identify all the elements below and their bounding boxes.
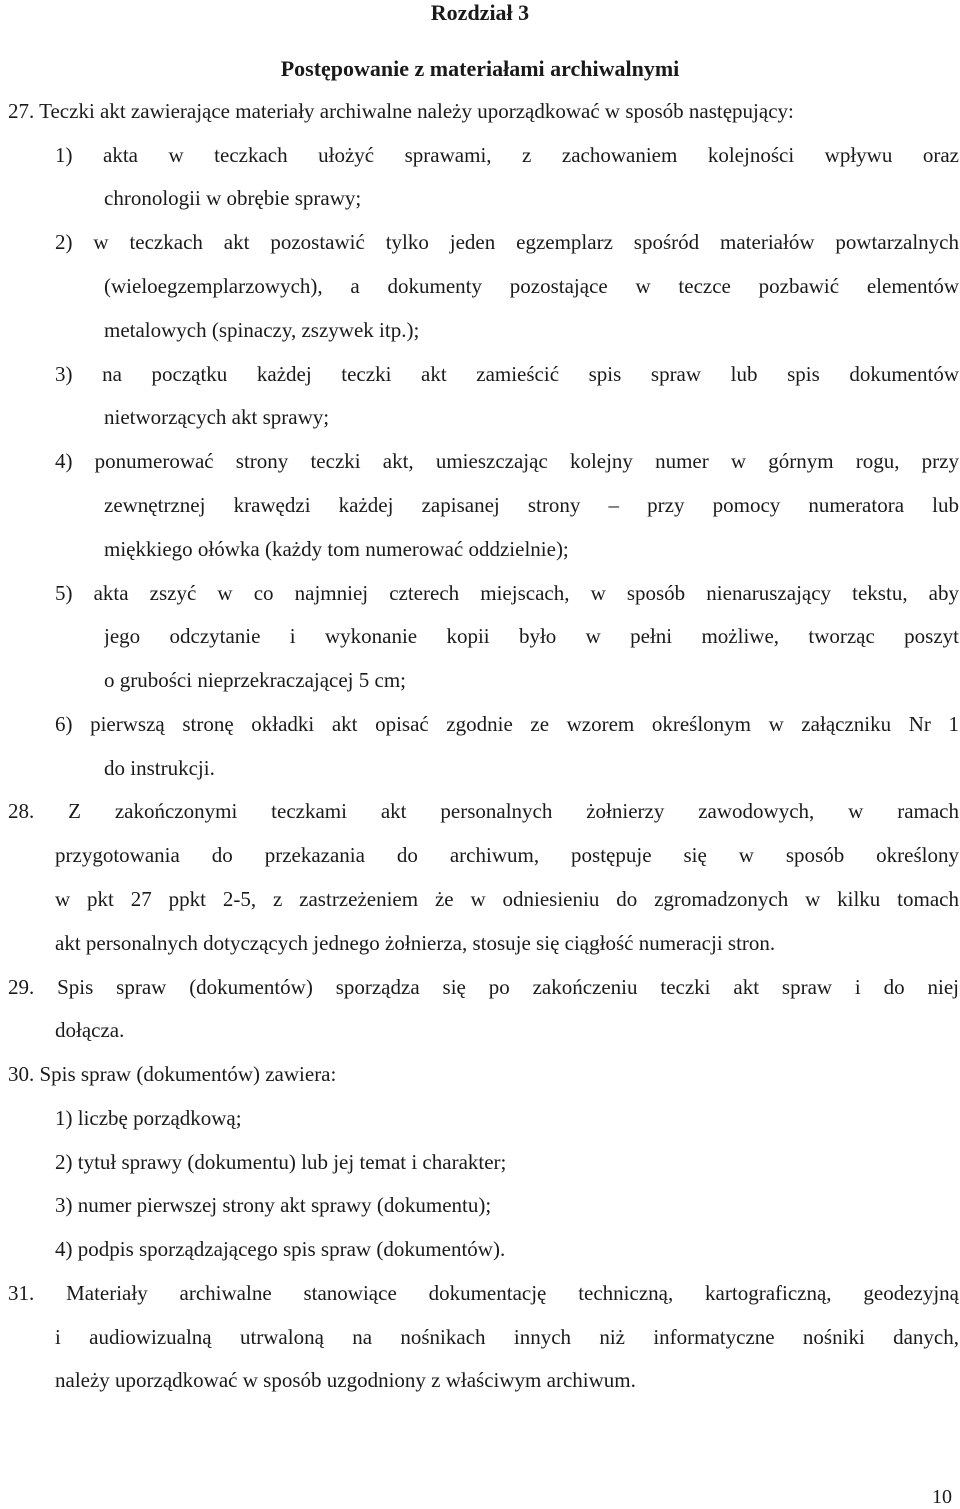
text-line: dołącza. <box>55 1018 125 1042</box>
text-line: 28. Z zakończonymi teczkami akt personalnych żołnierzy zawodowych, w ramach <box>8 801 959 823</box>
text-line: 29. Spis spraw (dokumentów) sporządza się po zakończeniu teczki akt spraw i do niej <box>8 977 959 999</box>
text-line: jego odczytanie i wykonanie kopii było w pełni możliwe, tworząc poszyt <box>104 626 959 648</box>
chapter-subtitle: Postępowanie z materiałami archiwalnymi <box>280 56 680 81</box>
text-line: przygotowania do przekazania do archiwum, postępuje się w sposób określony <box>55 845 959 867</box>
text-line: 1) akta w teczkach ułożyć sprawami, z zachowaniem kolejności wpływu oraz <box>55 145 959 167</box>
text-line: 4) ponumerować strony teczki akt, umieszczając kolejny numer w górnym rogu, przy <box>55 451 959 473</box>
text-line: 27. Teczki akt zawierające materiały archiwalne należy uporządkować w sposób następujący: <box>8 99 794 123</box>
text-line: 2) tytuł sprawy (dokumentu) lub jej temat i charakter; <box>55 1150 507 1174</box>
text-line: 1) liczbę porządkową; <box>55 1106 242 1130</box>
text-line: i audiowizualną utrwaloną na nośnikach innych niż informatyczne nośniki danych, <box>55 1327 959 1349</box>
text-line: 6) pierwszą stronę okładki akt opisać zgodnie ze wzorem określonym w załączniku Nr 1 <box>55 714 959 736</box>
text-line: 30. Spis spraw (dokumentów) zawiera: <box>8 1062 337 1086</box>
chapter-title: Rozdział 3 <box>430 0 530 25</box>
text-line: (wieloegzemplarzowych), a dokumenty pozostające w teczce pozbawić elementów <box>104 276 959 298</box>
text-line: zewnętrznej krawędzi każdej zapisanej strony – przy pomocy numeratora lub <box>104 495 959 517</box>
text-line: metalowych (spinaczy, zszywek itp.); <box>104 318 420 342</box>
text-line: 3) na początku każdej teczki akt zamieścić spis spraw lub spis dokumentów <box>55 364 959 386</box>
text-line: miękkiego ołówka (każdy tom numerować oddzielnie); <box>104 537 569 561</box>
page-number: 10 <box>932 1486 952 1508</box>
text-line: akt personalnych dotyczących jednego żołnierza, stosuje się ciągłość numeracji stron. <box>55 931 776 955</box>
text-line: 31. Materiały archiwalne stanowiące dokumentację techniczną, kartograficzną, geodezyjną <box>8 1283 959 1305</box>
text-line: nietworzących akt sprawy; <box>104 405 330 429</box>
text-line: 5) akta zszyć w co najmniej czterech miejscach, w sposób nienaruszający tekstu, aby <box>55 583 959 605</box>
text-line: chronologii w obrębie sprawy; <box>104 186 362 210</box>
text-line: należy uporządkować w sposób uzgodniony z właściwym archiwum. <box>55 1368 636 1392</box>
text-line: do instrukcji. <box>104 756 215 780</box>
text-line: 2) w teczkach akt pozostawić tylko jeden egzemplarz spośród materiałów powtarzalnych <box>55 232 959 254</box>
text-line: w pkt 27 ppkt 2-5, z zastrzeżeniem że w odniesieniu do zgromadzonych w kilku tomach <box>55 889 959 911</box>
text-line: o grubości nieprzekraczającej 5 cm; <box>104 668 407 692</box>
text-line: 3) numer pierwszej strony akt sprawy (dokumentu); <box>55 1193 492 1217</box>
text-line: 4) podpis sporządzającego spis spraw (dokumentów). <box>55 1237 506 1261</box>
